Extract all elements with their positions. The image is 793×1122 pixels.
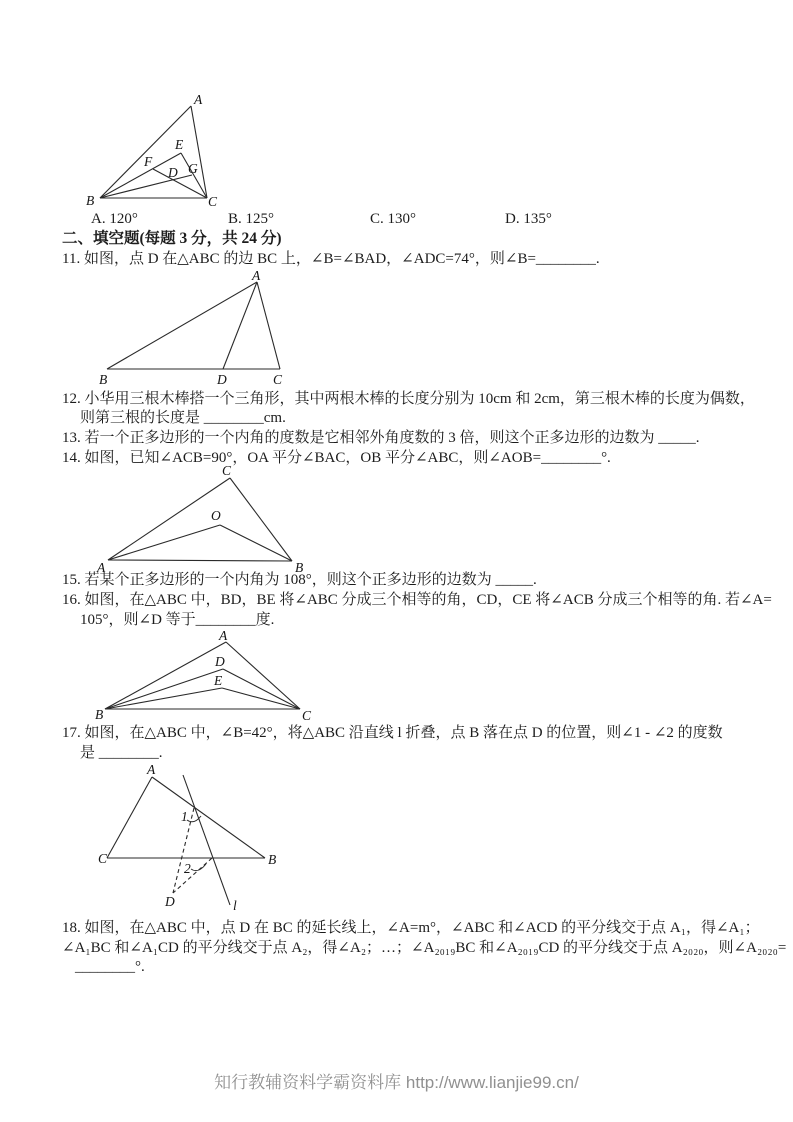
section-header: 二、填空题(每题 3 分，共 24 分) xyxy=(62,230,282,247)
svg-text:F: F xyxy=(144,154,153,169)
question-12-line1: 12. 小华用三根木棒搭一个三角形，其中两根木棒的长度分别为 10cm 和 2cm，第三根木棒的长度为偶数， xyxy=(62,391,755,407)
svg-text:2: 2 xyxy=(184,861,191,876)
svg-text:D: D xyxy=(165,894,175,909)
svg-text:A: A xyxy=(97,560,106,575)
question-18-line2: ∠A₁BC 和∠A₁CD 的平分线交于点 A₂，得∠A₂；…；∠A₂₀₁₉BC 和∠A₂₀₁₉CD 的平分线交于点 A₂₀₂₀，则∠A₂₀₂₀= xyxy=(62,940,787,956)
svg-text:l: l xyxy=(233,898,237,913)
svg-text:A: A xyxy=(252,268,261,283)
figure-q14-triangle xyxy=(96,464,316,578)
svg-text:B: B xyxy=(95,707,104,722)
svg-text:C: C xyxy=(208,194,218,209)
question-17-line1: 17. 如图，在△ABC 中，∠B=42°，将△ABC 沿直线 l 折叠，点 B 落在点 D 的位置，则∠1 - ∠2 的度数 xyxy=(62,725,723,741)
svg-text:B: B xyxy=(295,560,304,575)
option-b: B. 125° xyxy=(228,211,275,227)
figure-q16-triangle xyxy=(94,628,316,724)
question-18-line3: ________°. xyxy=(75,959,145,975)
svg-text:C: C xyxy=(222,463,232,478)
option-a: A. 120° xyxy=(91,211,138,227)
question-18-line1: 18. 如图，在△ABC 中，点 D 在 BC 的延长线上，∠A=m°，∠ABC 和∠ACD 的平分线交于点 A₁，得∠A₁； xyxy=(62,920,760,936)
svg-text:E: E xyxy=(175,137,184,152)
svg-text:C: C xyxy=(302,708,312,723)
svg-text:D: D xyxy=(217,372,227,387)
question-16-line1: 16. 如图，在△ABC 中，BD，BE 将∠ABC 分成三个相等的角，CD，CE 将∠ACB 分成三个相等的角. 若∠A= xyxy=(62,592,772,608)
option-c: C. 130° xyxy=(370,211,417,227)
svg-text:1: 1 xyxy=(181,809,188,824)
svg-text:D: D xyxy=(215,654,225,669)
question-11-text: 11. 如图，点 D 在△ABC 的边 BC 上，∠B=∠BAD，∠ADC=74°，则∠B=________. xyxy=(62,251,600,267)
figure-q17-fold-triangle xyxy=(97,760,279,914)
svg-text:A: A xyxy=(147,762,156,777)
footer-watermark: 知行教辅资料学霸资料库 http://www.lianjie99.cn/ xyxy=(214,1073,579,1092)
svg-text:E: E xyxy=(214,673,223,688)
question-12-line2: 则第三根的长度是 ________cm. xyxy=(80,410,286,426)
svg-text:C: C xyxy=(98,851,108,866)
svg-text:B: B xyxy=(86,193,95,208)
question-13-text: 13. 若一个正多边形的一个内角的度数是它相邻外角度数的 3 倍，则这个正多边形的边数为 _____. xyxy=(62,430,700,446)
question-15-text: 15. 若某个正多边形的一个内角为 108°，则这个正多边形的边数为 _____. xyxy=(62,572,537,588)
question-16-line2: 105°，则∠D 等于________度. xyxy=(80,612,275,628)
svg-text:B: B xyxy=(268,852,277,867)
question-14-text: 14. 如图，已知∠ACB=90°，OA 平分∠BAC，OB 平分∠ABC，则∠AOB=________°. xyxy=(62,450,611,466)
question-17-line2: 是 ________. xyxy=(80,745,163,761)
svg-text:B: B xyxy=(99,372,108,387)
svg-text:A: A xyxy=(194,92,203,107)
svg-text:G: G xyxy=(188,161,198,176)
figure-q10-triangle xyxy=(78,86,230,212)
svg-text:O: O xyxy=(211,508,221,523)
figure-q11-triangle xyxy=(94,268,292,388)
svg-text:A: A xyxy=(219,628,228,643)
option-d: D. 135° xyxy=(505,211,552,227)
svg-text:C: C xyxy=(273,372,283,387)
svg-text:D: D xyxy=(168,165,178,180)
